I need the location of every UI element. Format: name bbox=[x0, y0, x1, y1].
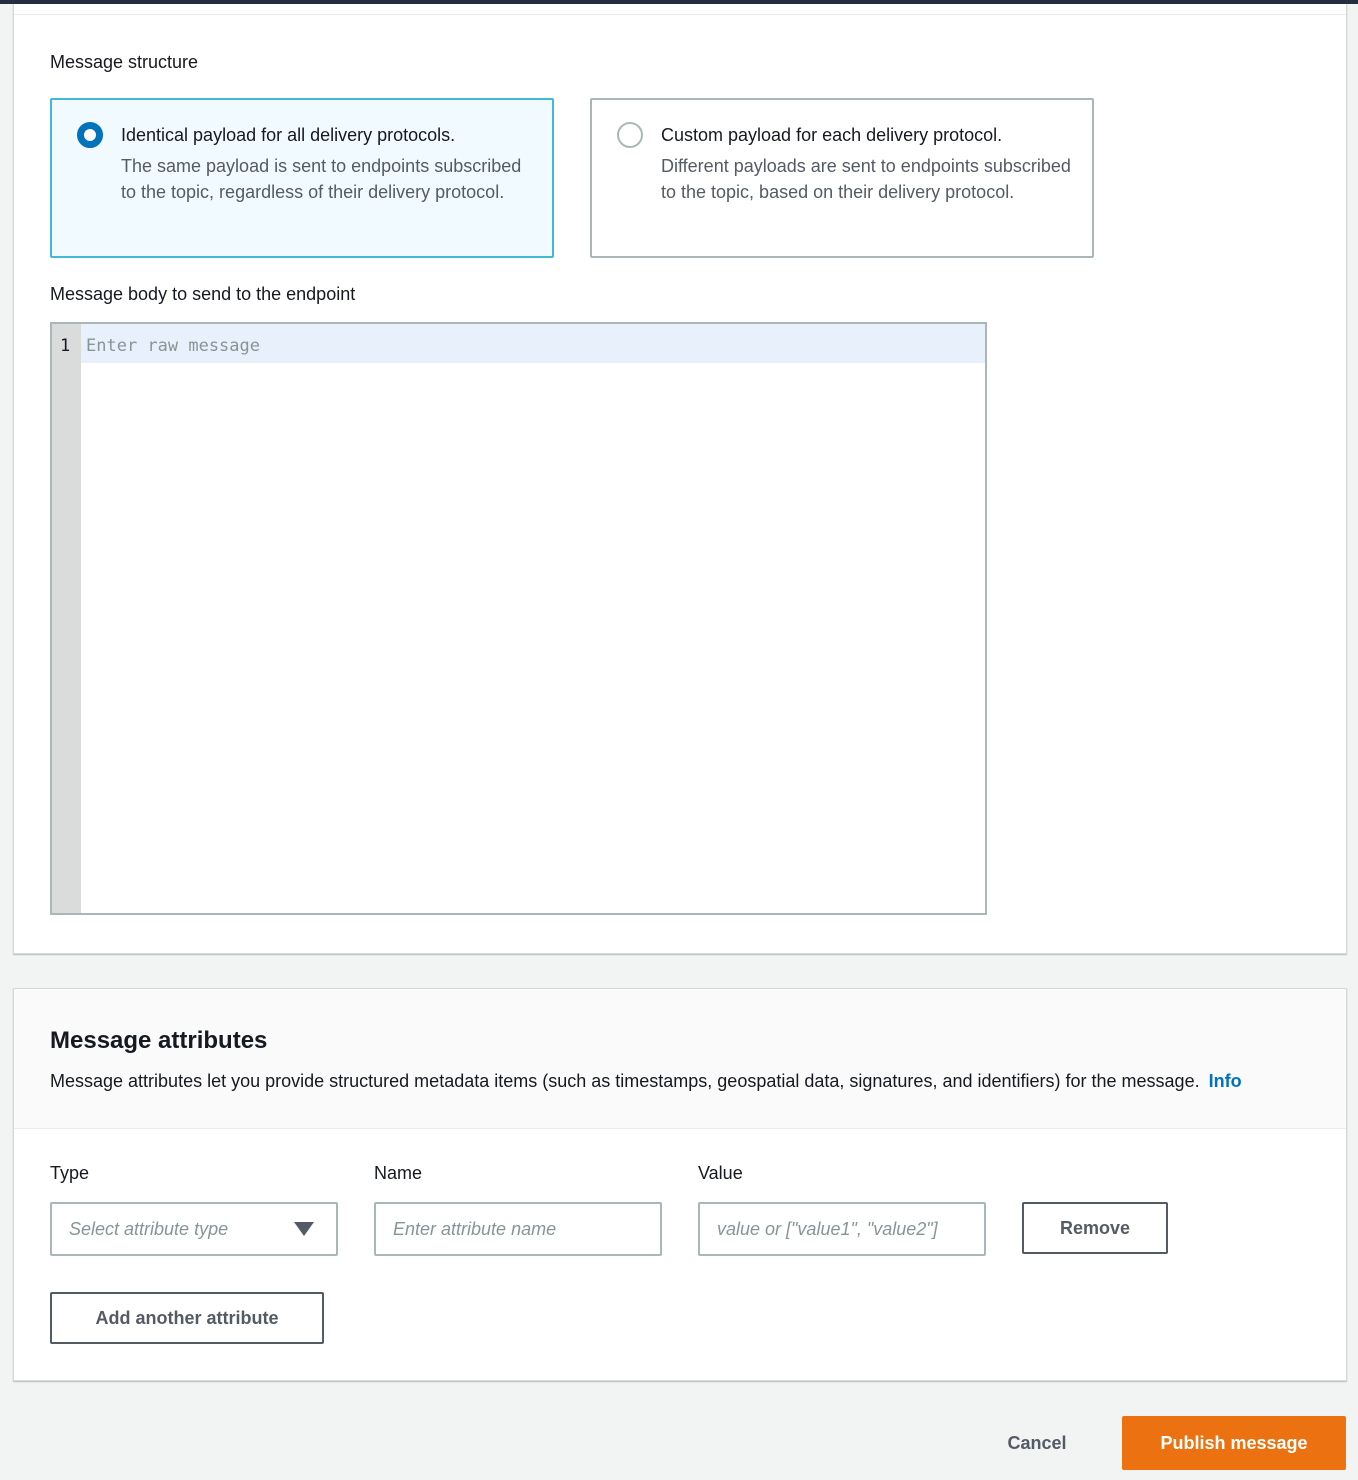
message-attributes-panel bbox=[13, 988, 1347, 1381]
info-link[interactable]: Info bbox=[1208, 1071, 1242, 1091]
attribute-name-field[interactable] bbox=[374, 1202, 662, 1256]
attributes-title: Message attributes bbox=[50, 1027, 268, 1054]
custom-payload-description: Different payloads are sent to endpoints subscribed to the topic, based on their delivery protocol. bbox=[661, 156, 1071, 202]
radio-selected-icon[interactable] bbox=[77, 122, 103, 148]
attributes-header bbox=[14, 989, 1346, 1129]
editor-placeholder: Enter raw message bbox=[86, 336, 260, 356]
publish-message-button[interactable]: Publish message bbox=[1122, 1416, 1346, 1470]
identical-payload-description: The same payload is sent to endpoints subscribed to the topic, regardless of their delivery protocol. bbox=[121, 156, 522, 202]
remove-button[interactable]: Remove bbox=[1022, 1202, 1168, 1254]
custom-payload-option[interactable] bbox=[590, 98, 1094, 258]
message-body-label: Message body to send to the endpoint bbox=[50, 284, 356, 304]
message-structure-label: Message structure bbox=[50, 52, 199, 72]
message-body-editor[interactable] bbox=[50, 322, 987, 915]
type-label: Type bbox=[50, 1163, 90, 1183]
attribute-name-input[interactable] bbox=[393, 1205, 643, 1255]
message-body-panel bbox=[13, 4, 1347, 954]
radio-unselected-icon[interactable] bbox=[617, 122, 643, 148]
custom-payload-title: Custom payload for each delivery protocol. bbox=[661, 125, 1003, 145]
attribute-type-placeholder: Select attribute type bbox=[69, 1219, 229, 1239]
line-number: 1 bbox=[60, 336, 71, 356]
identical-payload-option[interactable] bbox=[50, 98, 554, 258]
divider bbox=[14, 14, 1346, 15]
identical-payload-title: Identical payload for all delivery protocols. bbox=[121, 125, 456, 145]
attribute-value-field[interactable] bbox=[698, 1202, 986, 1256]
value-label: Value bbox=[698, 1163, 743, 1183]
attributes-description bbox=[50, 1071, 1242, 1092]
editor-gutter bbox=[52, 324, 81, 913]
add-attribute-button[interactable]: Add another attribute bbox=[50, 1292, 324, 1344]
cancel-button[interactable]: Cancel bbox=[1007, 1433, 1067, 1453]
caret-down-icon bbox=[294, 1222, 314, 1236]
attribute-type-select[interactable] bbox=[50, 1202, 338, 1256]
name-label: Name bbox=[374, 1163, 423, 1183]
attribute-value-input[interactable] bbox=[717, 1205, 967, 1255]
attributes-description-text: Message attributes let you provide structured metadata items (such as timestamps, geospatial data, signatures, and identifiers) for the message. bbox=[50, 1071, 1200, 1091]
